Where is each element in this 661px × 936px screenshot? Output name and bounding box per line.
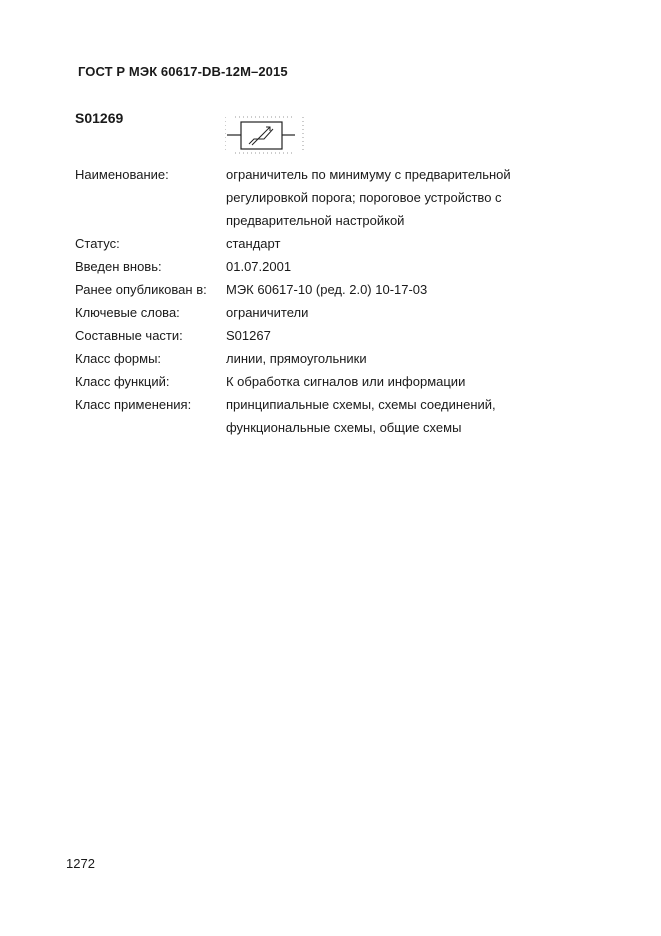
property-row [75,347,595,370]
property-row [75,324,595,347]
threshold-limiter-symbol-icon [225,115,305,155]
property-row [75,393,595,439]
property-row [75,301,595,324]
document-header: ГОСТ Р МЭК 60617-DB-12M–2015 [78,64,288,79]
property-value-line: МЭК 60617-10 (ред. 2.0) 10-17-03 [226,282,428,297]
property-label: Статус: [75,236,120,251]
page-number: 1272 [66,856,95,871]
property-value-line: S01267 [226,328,271,343]
property-label: Класс применения: [75,397,192,412]
property-label: Класс функций: [75,374,170,389]
property-value-line: стандарт [226,236,281,251]
property-value-line: ограничители [226,305,309,320]
property-label: Ранее опубликован в: [75,282,207,297]
symbol-code: S01269 [75,110,124,126]
property-label: Составные части: [75,328,183,343]
property-value-line: функциональные схемы, общие схемы [226,420,462,435]
property-value-line: регулировкой порога; пороговое устройство с [226,190,502,205]
properties-list [75,163,595,439]
property-value-line: ограничитель по минимуму с предварительной [226,167,511,182]
property-row [75,163,595,232]
property-value-line: К обработка сигналов или информации [226,374,466,389]
property-value [226,278,595,301]
property-row [75,232,595,255]
property-value-line: предварительной настройкой [226,213,405,228]
property-value [226,324,595,347]
property-row [75,370,595,393]
property-row [75,255,595,278]
property-label: Наименование: [75,167,169,182]
property-row [75,278,595,301]
property-value [226,347,595,370]
property-value [226,163,595,232]
property-value [226,255,595,278]
property-value-line: принципиальные схемы, схемы соединений, [226,397,496,412]
property-label: Класс формы: [75,351,162,366]
property-label: Введен вновь: [75,259,162,274]
property-value-line: 01.07.2001 [226,259,292,274]
property-value-line: линии, прямоугольники [226,351,367,366]
property-value [226,393,595,439]
property-value [226,232,595,255]
property-label: Ключевые слова: [75,305,180,320]
property-value [226,370,595,393]
property-value [226,301,595,324]
